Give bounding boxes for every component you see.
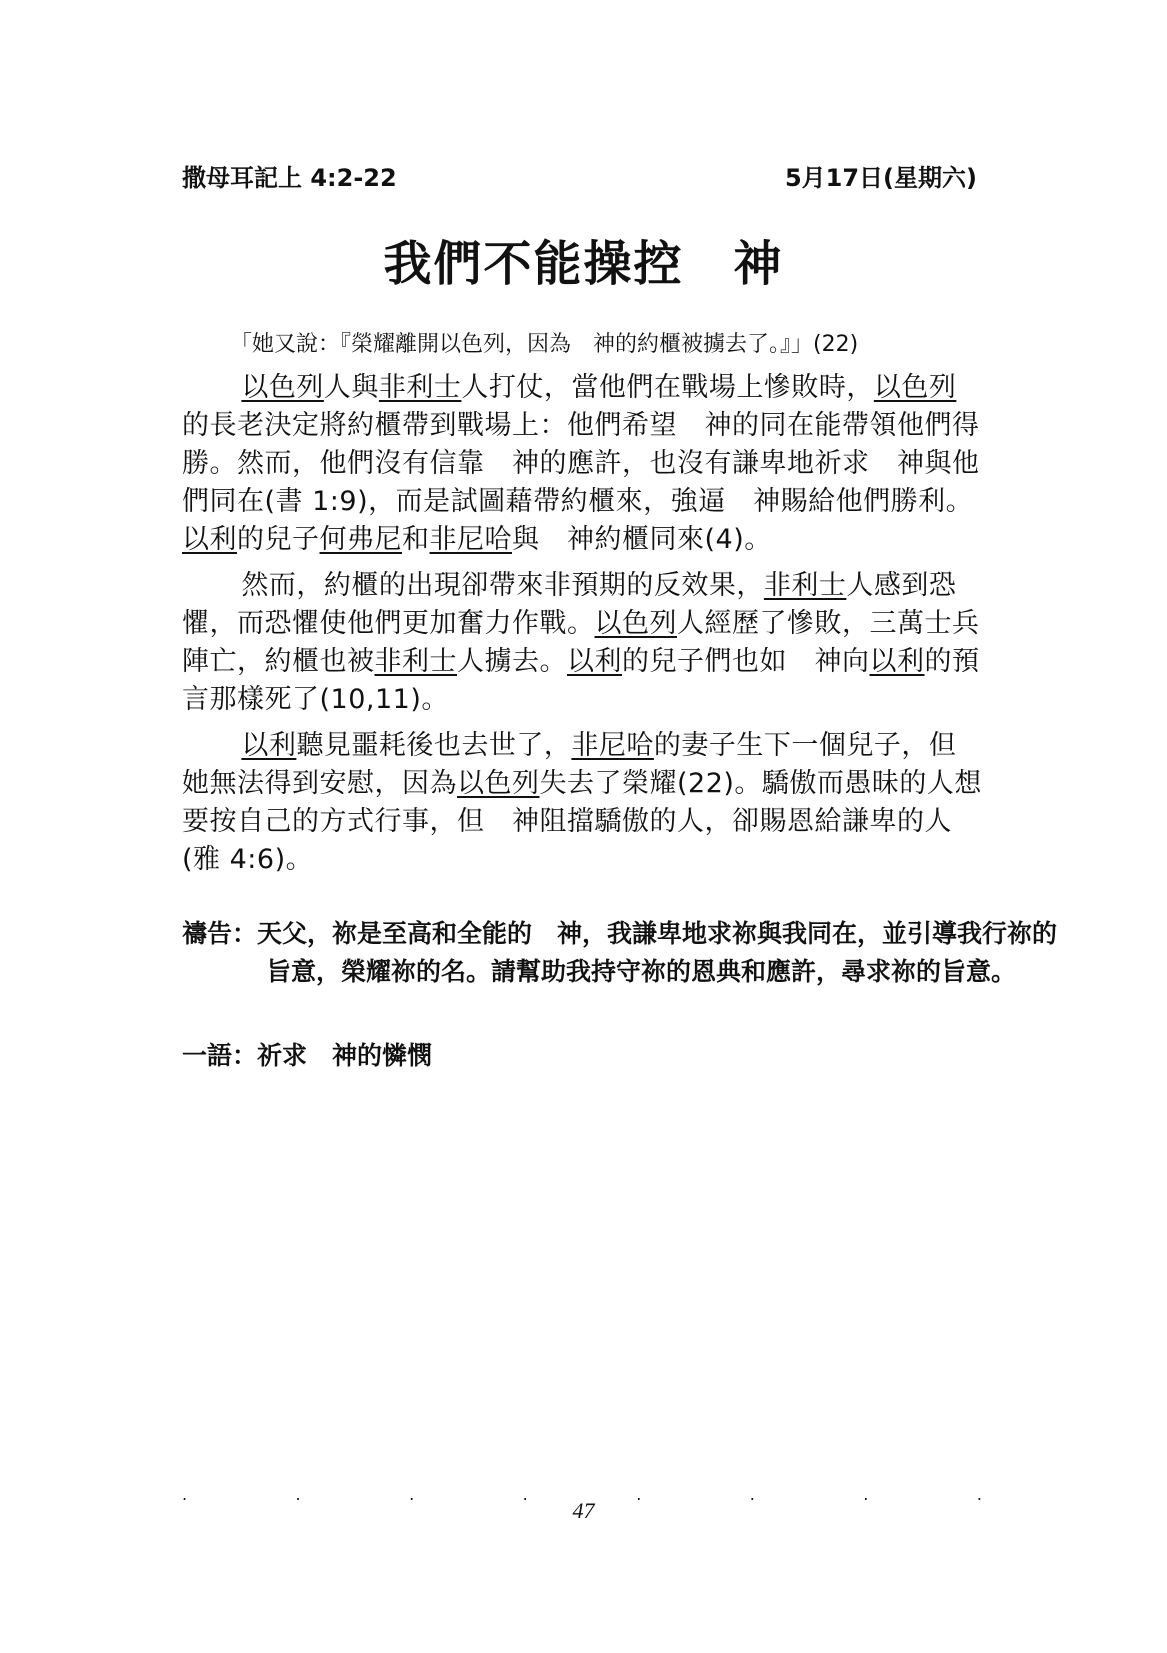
proper-name: 以利	[182, 524, 237, 555]
text-run: 的長老決定將約櫃帶到戰場上：他們希望 神的同在能帶領他們得勝。然而，他們沒有信靠 神的應許，也沒有謙卑地祈求 神與他們同在(書 1:9)，而是試圖藉帶約櫃來，強逼 神賜給他們勝利。	[182, 410, 980, 517]
footer-dot: .	[522, 1485, 528, 1504]
key-verse: 「她又說：『榮耀離開以色列，因為 神的約櫃被擄去了。』」(22)	[230, 332, 859, 357]
text-run: 聽見噩耗後也去世了，	[296, 730, 572, 761]
footer-dot: .	[409, 1485, 415, 1504]
prayer: 禱告：天父，祢是至高和全能的 神，我謙卑地求祢與我同在，並引導我行祢的旨意，榮耀祢的名。請幫助我持守祢的恩典和應許，尋求祢的旨意。	[182, 919, 1058, 986]
text-run: 的兒子	[237, 524, 320, 555]
proper-name: 以色列	[241, 372, 324, 403]
text-run: 的預言那樣死了(10,11)。	[182, 646, 980, 715]
footer-dot: .	[976, 1485, 982, 1504]
footer-dot: .	[749, 1485, 755, 1504]
proper-name: 以色列	[594, 608, 677, 639]
text-run: 失去了榮耀(22)。驕傲而愚昧的人想要按自己的方式行事，但 神阻擋驕傲的人，卻賜恩給謙卑的人(雅 4:6)。	[182, 768, 982, 875]
text-run: 的妻子生下一個兒子，但她無法得到安慰，因為	[182, 730, 957, 799]
proper-name: 非尼哈	[571, 730, 654, 761]
body-paragraph-3	[182, 727, 982, 879]
proper-name: 非尼哈	[429, 524, 512, 555]
proper-name: 非利士	[374, 646, 457, 677]
text-run: 人感到恐懼，而恐懼使他們更加奮力作戰。	[182, 570, 957, 639]
footer-dot: .	[182, 1485, 188, 1504]
text-run: 和	[402, 524, 430, 555]
motto: 一語：祈求 神的憐憫	[182, 1041, 433, 1070]
proper-name: 以色列	[873, 372, 957, 403]
scripture-reference: 撒母耳記上 4:2-22	[182, 164, 397, 192]
text-run: 然而，約櫃的出現卻帶來非預期的反效果，	[241, 570, 764, 601]
proper-name: 以利	[567, 646, 622, 677]
page-header	[182, 158, 977, 193]
proper-name: 非利士	[378, 372, 462, 403]
proper-name: 非利士	[763, 570, 847, 601]
text-run: 與 神約櫃同來(4)。	[512, 524, 772, 555]
proper-name: 以利	[241, 730, 297, 761]
proper-name: 以利	[869, 646, 925, 677]
body-paragraph-2	[182, 567, 982, 719]
text-run: 人打仗，當他們在戰場上慘敗時，	[461, 372, 874, 403]
footer-dot: .	[636, 1485, 642, 1504]
text-run: 人與	[323, 372, 379, 403]
body-paragraph-1	[182, 369, 982, 559]
footer-dot: .	[863, 1485, 869, 1504]
page-title: 我們不能操控 神	[383, 236, 784, 292]
text-run: 人經歷了慘敗，三萬士兵陣亡，約櫃也被	[182, 608, 980, 677]
proper-name: 何弗尼	[319, 524, 402, 555]
text-run: 人擄去。	[457, 646, 567, 677]
devotion-date: 5月17日(星期六)	[784, 164, 977, 192]
text-run: 的兒子們也如 神向	[622, 646, 870, 677]
footer-dot: .	[295, 1485, 301, 1504]
proper-name: 以色列	[457, 768, 540, 799]
page-number: 47	[572, 1498, 595, 1523]
